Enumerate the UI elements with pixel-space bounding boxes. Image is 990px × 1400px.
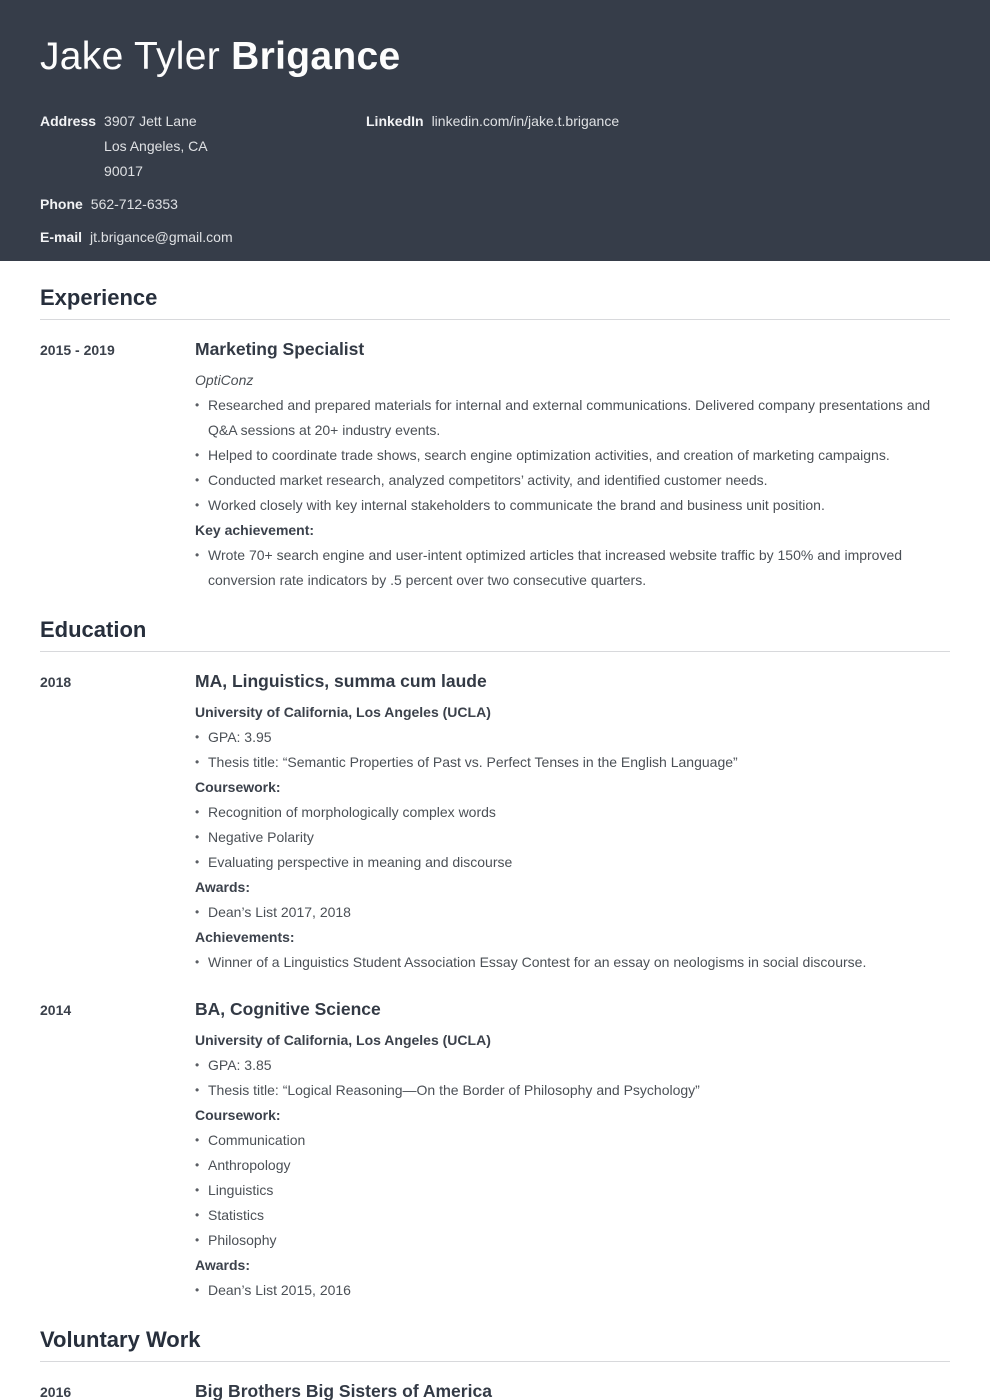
first-name: Jake Tyler: [40, 35, 221, 78]
page-title: [40, 34, 950, 80]
organization-name: Big Brothers Big Sisters of America: [195, 1381, 492, 1400]
entry-dates: 2016: [40, 1384, 72, 1400]
job-title: Marketing Specialist: [195, 339, 365, 359]
degree-title: BA, Cognitive Science: [195, 999, 381, 1019]
section-title-experience: Experience: [40, 285, 158, 310]
coursework-label: Coursework:: [195, 1107, 281, 1123]
list-item: • Recognition of morphologically complex words: [195, 800, 950, 825]
coursework-label: Coursework:: [195, 779, 281, 795]
list-item: • Winner of a Linguistics Student Association Essay Contest for an essay on neologisms in social discourse.: [195, 950, 950, 975]
entry-content: [195, 1377, 950, 1400]
key-achievement-list: [195, 543, 950, 593]
section-voluntary-work: [40, 1327, 950, 1400]
address-label: Address: [40, 113, 97, 129]
address-value: [104, 109, 208, 184]
list-item: • Evaluating perspective in meaning and discourse: [195, 850, 950, 875]
contact-address-row: [40, 109, 366, 184]
awards-label: Awards:: [195, 1257, 250, 1273]
awards-list: [195, 900, 950, 925]
entry-dates: 2018: [40, 674, 72, 690]
list-item: • Worked closely with key internal stakeholders to communicate the brand and business unit position.: [195, 493, 950, 518]
address-line: Los Angeles, CA: [104, 138, 208, 154]
section-title-voluntary-work: Voluntary Work: [40, 1327, 201, 1352]
address-line: 3907 Jett Lane: [104, 113, 197, 129]
contact-column-right: [366, 109, 950, 258]
section-divider: [40, 319, 950, 320]
linkedin-value: linkedin.com/in/jake.t.brigance: [431, 113, 620, 129]
experience-entry: [40, 335, 950, 593]
contact-block: [40, 109, 950, 258]
resume-body: [0, 285, 990, 1400]
achievements-list: [195, 950, 950, 975]
section-experience: [40, 285, 950, 593]
last-name: Brigance: [231, 35, 401, 78]
list-item: • Wrote 70+ search engine and user-intent optimized articles that increased website traffic by 150% and improved conversion rate indicators by .5 percent over two consecutive quarters.: [195, 543, 950, 593]
section-title-education: Education: [40, 617, 147, 642]
awards-list: [195, 1278, 950, 1303]
list-item: • Helped to coordinate trade shows, search engine optimization activities, and creation of marketing campaigns.: [195, 443, 950, 468]
linkedin-label: LinkedIn: [366, 113, 424, 129]
list-item: • Anthropology: [195, 1153, 950, 1178]
achievements-label: Achievements:: [195, 929, 295, 945]
phone-label: Phone: [40, 196, 83, 212]
list-item: • Thesis title: “Semantic Properties of Past vs. Perfect Tenses in the English Language”: [195, 750, 950, 775]
company-name: OptiConz: [195, 372, 254, 388]
section-divider: [40, 1361, 950, 1362]
list-item: • Dean’s List 2017, 2018: [195, 900, 950, 925]
entry-dates: 2015 - 2019: [40, 342, 115, 358]
entry-content: [195, 667, 950, 975]
address-line: 90017: [104, 163, 143, 179]
school-name: University of California, Los Angeles (UCLA): [195, 1032, 491, 1048]
list-item: • Researched and prepared materials for internal and external communications. Delivered company presentations and Q&A sessions at 20+ industry events.: [195, 393, 950, 443]
degree-bullet-list: [195, 725, 950, 775]
job-bullet-list: [195, 393, 950, 518]
degree-title: MA, Linguistics, summa cum laude: [195, 671, 487, 691]
section-divider: [40, 651, 950, 652]
education-entry-ma: [40, 667, 950, 975]
entry-content: [195, 335, 950, 593]
contact-linkedin-row: [366, 109, 950, 134]
list-item: • Communication: [195, 1128, 950, 1153]
coursework-list: [195, 800, 950, 875]
contact-phone-row: [40, 192, 366, 217]
contact-column-left: [40, 109, 366, 258]
contact-email-row: [40, 225, 366, 250]
email-value: jt.brigance@gmail.com: [90, 229, 233, 245]
entry-content: [195, 995, 950, 1303]
education-entry-ba: [40, 995, 950, 1303]
list-item: • Thesis title: “Logical Reasoning—On the Border of Philosophy and Psychology”: [195, 1078, 950, 1103]
resume-header: [0, 0, 990, 261]
list-item: • Philosophy: [195, 1228, 950, 1253]
key-achievement-label: Key achievement:: [195, 522, 315, 538]
awards-label: Awards:: [195, 879, 250, 895]
list-item: • Dean’s List 2015, 2016: [195, 1278, 950, 1303]
list-item: • Conducted market research, analyzed competitors’ activity, and identified customer needs.: [195, 468, 950, 493]
list-item: • Negative Polarity: [195, 825, 950, 850]
coursework-list: [195, 1128, 950, 1253]
list-item: • Linguistics: [195, 1178, 950, 1203]
list-item: • GPA: 3.85: [195, 1053, 950, 1078]
degree-bullet-list: [195, 1053, 950, 1103]
school-name: University of California, Los Angeles (UCLA): [195, 704, 491, 720]
voluntary-entry: [40, 1377, 950, 1400]
list-item: • GPA: 3.95: [195, 725, 950, 750]
email-label: E-mail: [40, 229, 83, 245]
section-education: [40, 617, 950, 1303]
phone-value: 562-712-6353: [90, 196, 178, 212]
list-item: • Statistics: [195, 1203, 950, 1228]
entry-dates: 2014: [40, 1002, 72, 1018]
